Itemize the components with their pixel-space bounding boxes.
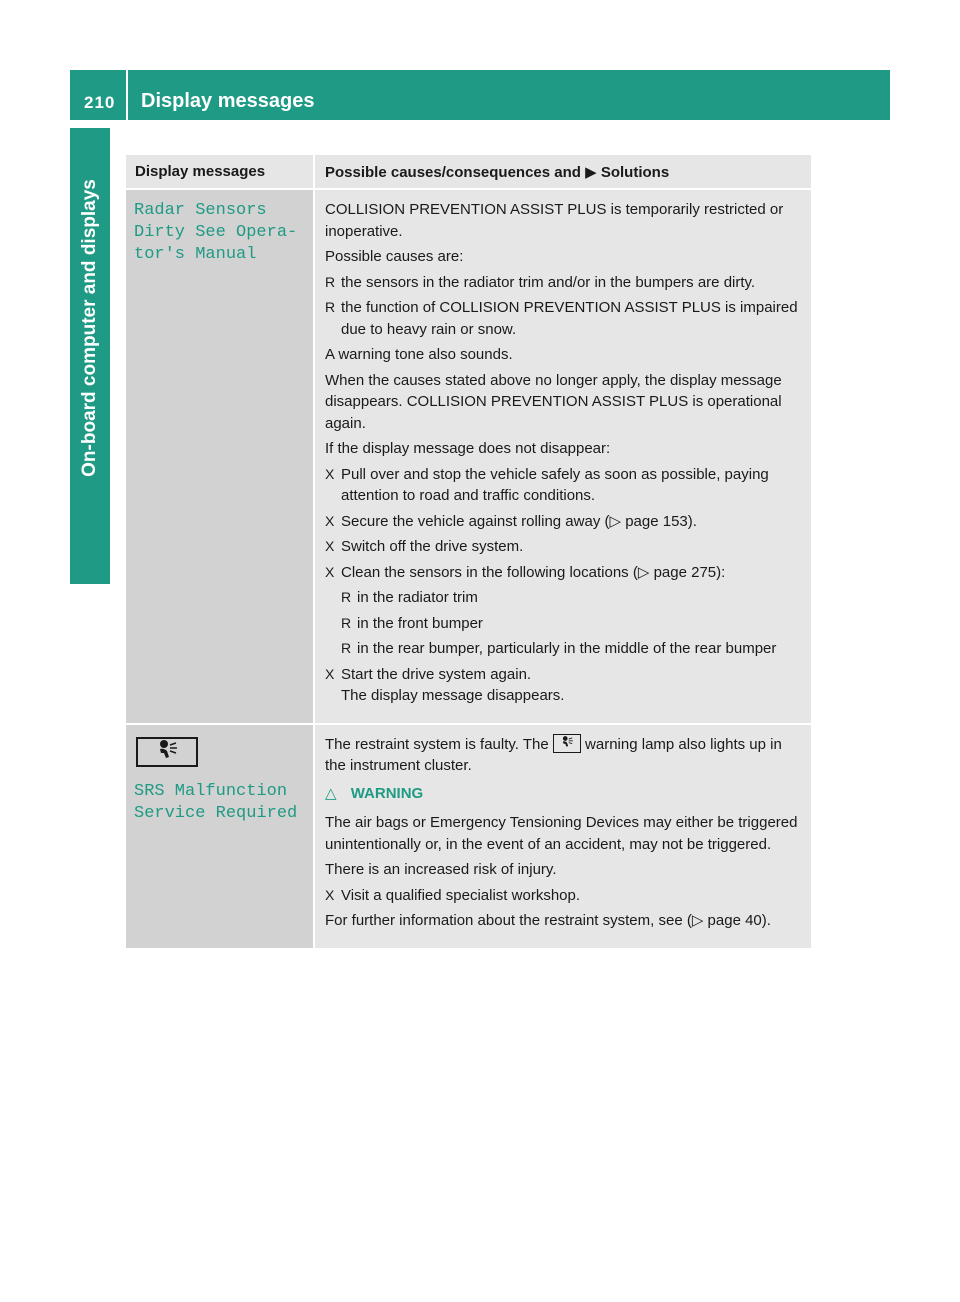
bullet-text: in the front bumper: [357, 614, 483, 632]
paragraph: A warning tone also sounds.: [325, 346, 513, 363]
message-line: Dirty See Opera‐: [134, 223, 298, 242]
step-icon: X: [325, 665, 335, 682]
airbag-icon: [560, 735, 574, 749]
sub-bullet-item: [325, 613, 805, 635]
text: warning lamp also lights up in the instrument cluster.: [325, 735, 782, 774]
bullet-text: in the radiator trim: [357, 589, 478, 606]
step-icon: X: [325, 512, 335, 529]
message-line: Radar Sensors: [134, 201, 267, 220]
step-item: [325, 536, 805, 558]
text: For further information about the restraint system, see (: [325, 912, 692, 929]
paragraph: [325, 734, 805, 777]
step-item: [325, 885, 805, 907]
step-text: Secure the vehicle against rolling away (: [341, 512, 610, 530]
paragraph: COLLISION PREVENTION ASSIST PLUS is temporarily restricted or inoperative.: [325, 201, 784, 240]
bullet-icon: R: [325, 273, 336, 290]
radar-sensors-message: [134, 200, 305, 266]
page-title: Display messages: [141, 90, 315, 112]
airbag-warning-lamp-icon: [136, 737, 198, 767]
bullet-icon: R: [325, 299, 336, 315]
sub-bullet-item: [325, 587, 805, 609]
side-tab-label: On-board computer and displays: [79, 179, 100, 477]
paragraph: When the causes stated above no longer apply, the display message disappears. COLLISION PREVENTION ASSIST PLUS is operational again.: [325, 371, 782, 432]
col-header-causes: Possible causes/consequences and: [325, 163, 581, 181]
col-header-solutions-label: Solutions: [600, 163, 670, 181]
page-ref-link[interactable]: page 153).: [625, 512, 697, 530]
table-header-row: [126, 155, 811, 189]
message-line: SRS Malfunction: [134, 781, 288, 801]
page-number: 210: [84, 93, 116, 112]
paragraph: Possible causes are:: [325, 248, 464, 265]
airbag-icon: [155, 739, 179, 761]
step-result-text: The display message disappears.: [341, 687, 565, 704]
step-icon: X: [325, 538, 335, 554]
side-tab-label-container: [70, 128, 110, 528]
col-header-display-messages: Display messages: [126, 155, 314, 189]
bullet-item: [325, 297, 805, 340]
bullet-text: in the rear bumper, particularly in the middle of the rear bumper: [357, 640, 777, 657]
paragraph: There is an increased risk of injury.: [325, 861, 557, 878]
sub-bullet-item: [325, 638, 805, 660]
step-text: Visit a qualified specialist workshop.: [341, 886, 581, 904]
page-ref-link[interactable]: page 40).: [707, 912, 771, 929]
step-item: [325, 511, 805, 533]
solution-cell: [314, 189, 811, 724]
step-text: Pull over and stop the vehicle safely as soon as possible, paying attention to road and traffic conditions.: [341, 465, 769, 504]
paragraph: The air bags or Emergency Tensioning Devices may either be triggered unintentionally or, in the event of an accident, may not be triggered.: [325, 814, 798, 853]
page-ref-arrow-icon: ▷: [609, 512, 622, 530]
message-line: Service Required: [134, 803, 298, 823]
page-ref-arrow-icon: ▷: [691, 912, 704, 929]
bullet-text: the sensors in the radiator trim and/or in the bumpers are dirty.: [341, 273, 756, 291]
display-messages-table: [126, 155, 811, 948]
step-item: [325, 464, 805, 507]
solution-cell: [314, 724, 811, 948]
table-row: [126, 189, 811, 724]
bullet-item: [325, 272, 805, 294]
bullet-text: the function of COLLISION PREVENTION ASSIST PLUS is impaired due to heavy rain or snow.: [341, 299, 798, 338]
arrow-right-icon: ▶: [585, 163, 597, 181]
message-cell: [126, 189, 314, 724]
bullet-icon: R: [341, 589, 352, 605]
step-item: [325, 664, 805, 707]
step-icon: X: [325, 465, 335, 482]
message-line: tor's Manual: [134, 245, 257, 264]
warning-label: WARNING: [350, 784, 424, 802]
paragraph: [325, 910, 805, 932]
step-text: Switch off the drive system.: [341, 538, 524, 555]
step-icon: X: [325, 563, 335, 580]
header-divider: [126, 70, 128, 120]
bullet-icon: R: [341, 614, 352, 631]
step-text: Start the drive system again.: [341, 665, 532, 683]
paragraph: If the display message does not disappear:: [325, 440, 611, 457]
step-text: Clean the sensors in the following locations (: [341, 563, 638, 581]
message-cell: [126, 724, 314, 948]
page-ref-link[interactable]: page 275):: [653, 563, 726, 581]
step-item: [325, 562, 805, 584]
table-row: [126, 724, 811, 948]
text: The restraint system is faulty. The: [325, 735, 549, 753]
bullet-icon: R: [341, 640, 352, 656]
page-ref-arrow-icon: ▷: [637, 563, 650, 581]
step-icon: X: [325, 886, 335, 903]
col-header-solutions: [314, 155, 811, 189]
srs-malfunction-message: [134, 781, 305, 825]
warning-triangle-icon: △: [325, 784, 337, 802]
warning-heading: [325, 783, 805, 805]
airbag-inline-icon: [553, 734, 581, 753]
